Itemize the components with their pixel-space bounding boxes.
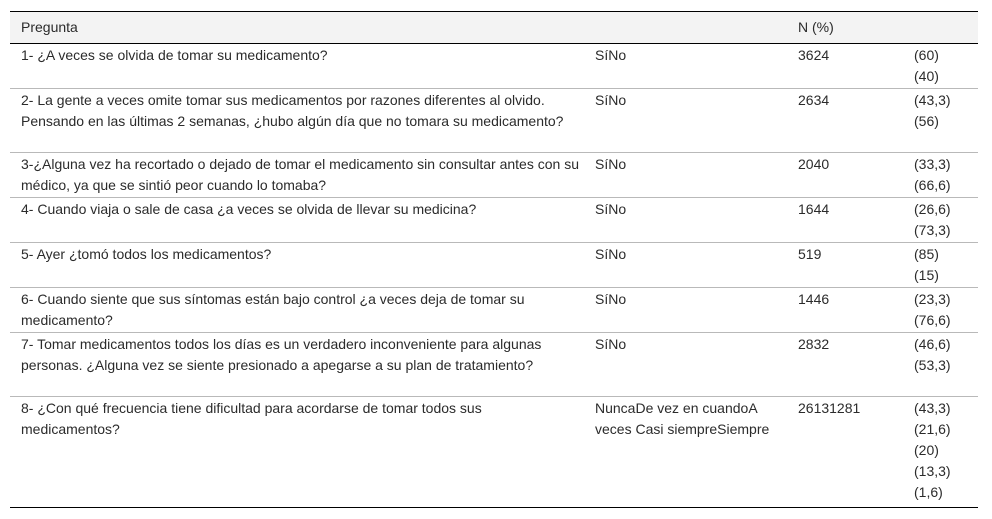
cell-pct — [903, 89, 978, 153]
header-n: N (%) — [798, 19, 834, 35]
cell-n: 2634 — [798, 92, 830, 108]
cell-pregunta: 2- La gente a veces omite tomar sus medicamentos por razones diferentes al olvido. Pensando en las últimas 2 semanas, ¿hubo algún día que no tomara su medicamento? — [21, 92, 564, 129]
pct-value: (1,6) — [914, 484, 943, 500]
cell-pregunta: 6- Cuando siente que sus síntomas están bajo control ¿a veces deja de tomar su medicamento? — [21, 291, 525, 328]
table-row — [10, 397, 978, 508]
pct-value: (23,3) — [914, 291, 951, 307]
cell-opciones: NuncaDe vez en cuandoA veces Casi siempreSiempre — [595, 400, 770, 437]
cell-opciones: SíNo — [595, 291, 627, 307]
pct-value: (26,6) — [914, 201, 951, 217]
table-row — [10, 44, 978, 89]
cell-pregunta: 5- Ayer ¿tomó todos los medicamentos? — [21, 246, 272, 262]
cell-pct — [903, 243, 978, 288]
pct-value: (40) — [914, 68, 939, 84]
cell-pregunta: 1- ¿A veces se olvida de tomar su medicamento? — [21, 47, 328, 63]
cell-n: 2040 — [798, 156, 830, 172]
pct-value: (56) — [914, 113, 939, 129]
cell-pregunta: 4- Cuando viaja o sale de casa ¿a veces se olvida de llevar su medicina? — [21, 201, 477, 217]
cell-opciones: SíNo — [595, 246, 627, 262]
pct-value: (13,3) — [914, 463, 951, 479]
table-row — [10, 153, 978, 198]
table-header-row — [10, 12, 978, 44]
cell-pct — [903, 333, 978, 397]
cell-n: 2832 — [798, 336, 830, 352]
header-pregunta: Pregunta — [21, 19, 78, 35]
pct-value: (73,3) — [914, 222, 951, 238]
cell-pct — [903, 288, 978, 333]
pct-value: (60) — [914, 47, 939, 63]
cell-pregunta: 7- Tomar medicamentos todos los días es un verdadero inconveniente para algunas personas. ¿Alguna vez se siente presionado a apegarse a su plan de tratamiento? — [21, 336, 542, 373]
table-row — [10, 198, 978, 243]
header-pct — [903, 12, 978, 44]
cell-pregunta: 3-¿Alguna vez ha recortado o dejado de tomar el medicamento sin consultar antes con su médico, ya que se sintió peor cuando lo tomaba? — [21, 156, 579, 193]
pct-value: (43,3) — [914, 400, 951, 416]
table-row — [10, 89, 978, 153]
cell-n: 1644 — [798, 201, 830, 217]
cell-pregunta: 8- ¿Con qué frecuencia tiene dificultad para acordarse de tomar todos sus medicamentos? — [21, 400, 482, 437]
cell-pct — [903, 153, 978, 198]
pct-value: (15) — [914, 267, 939, 283]
cell-opciones: SíNo — [595, 92, 627, 108]
questionnaire-table-container — [10, 11, 978, 508]
pct-value: (53,3) — [914, 357, 951, 373]
cell-pct — [903, 198, 978, 243]
pct-value: (21,6) — [914, 421, 951, 437]
pct-value: (76,6) — [914, 312, 951, 328]
cell-opciones: SíNo — [595, 156, 627, 172]
pct-value: (33,3) — [914, 156, 951, 172]
header-opciones — [584, 12, 787, 44]
cell-n: 26131281 — [798, 400, 861, 416]
cell-opciones: SíNo — [595, 336, 627, 352]
cell-opciones: SíNo — [595, 47, 627, 63]
cell-n: 3624 — [798, 47, 830, 63]
cell-pct — [903, 397, 978, 508]
questionnaire-table — [10, 11, 978, 508]
cell-opciones: SíNo — [595, 201, 627, 217]
cell-n: 1446 — [798, 291, 830, 307]
table-row — [10, 243, 978, 288]
cell-pct — [903, 44, 978, 89]
cell-n: 519 — [798, 246, 822, 262]
pct-value: (66,6) — [914, 177, 951, 193]
pct-value: (43,3) — [914, 92, 951, 108]
pct-value: (46,6) — [914, 336, 951, 352]
pct-value: (20) — [914, 442, 939, 458]
pct-value: (85) — [914, 246, 939, 262]
table-row — [10, 333, 978, 397]
table-row — [10, 288, 978, 333]
